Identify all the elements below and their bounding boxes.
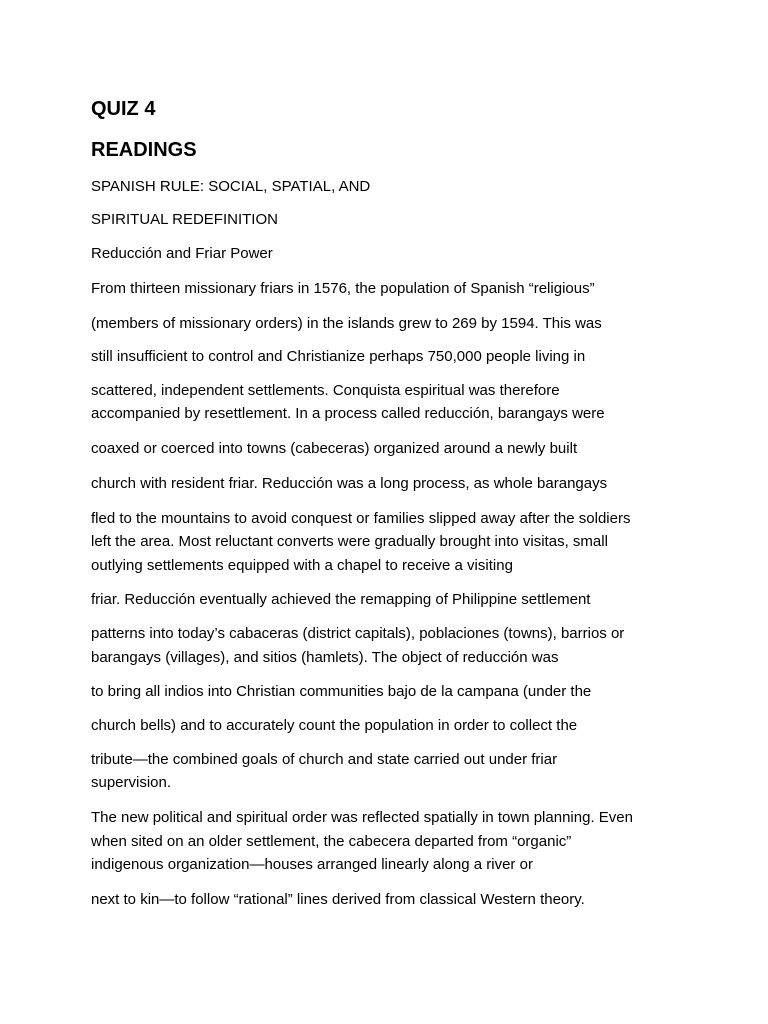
quiz-title: QUIZ 4 xyxy=(91,98,156,120)
body-line: fled to the mountains to avoid conquest or families slipped away after the soldiers xyxy=(91,510,631,527)
body-line: supervision. xyxy=(91,774,172,791)
body-line: next to kin—to follow “rational” lines derived from classical Western theory. xyxy=(91,891,585,908)
section-title: READINGS xyxy=(91,139,197,161)
body-line: church bells) and to accurately count the population in order to collect the xyxy=(91,717,578,734)
body-line: tribute—the combined goals of church and state carried out under friar xyxy=(91,751,558,768)
body-line: indigenous organization—houses arranged linearly along a river or xyxy=(91,856,533,873)
subtitle-line-1: SPANISH RULE: SOCIAL, SPATIAL, AND xyxy=(91,178,371,195)
body-line: to bring all indios into Christian communities bajo de la campana (under the xyxy=(91,683,592,700)
body-line: patterns into today’s cabaceras (district capitals), poblaciones (towns), barrios or xyxy=(91,625,625,642)
body-line: scattered, independent settlements. Conquista espiritual was therefore xyxy=(91,382,560,399)
subtitle-line-2: SPIRITUAL REDEFINITION xyxy=(91,211,278,228)
body-line: outlying settlements equipped with a chapel to receive a visiting xyxy=(91,557,513,574)
body-line: (members of missionary orders) in the islands grew to 269 by 1594. This was xyxy=(91,315,602,332)
body-line: accompanied by resettlement. In a process called reducción, barangays were xyxy=(91,405,605,422)
body-line: The new political and spiritual order was reflected spatially in town planning. Even xyxy=(91,809,633,826)
body-line: From thirteen missionary friars in 1576, the population of Spanish “religious” xyxy=(91,280,595,297)
body-line: left the area. Most reluctant converts were gradually brought into visitas, small xyxy=(91,533,608,550)
body-line: coaxed or coerced into towns (cabeceras) organized around a newly built xyxy=(91,440,578,457)
section-heading: Reducción and Friar Power xyxy=(91,245,273,262)
body-line: church with resident friar. Reducción was a long process, as whole barangays xyxy=(91,475,608,492)
body-line: when sited on an older settlement, the cabecera departed from “organic” xyxy=(91,833,572,850)
body-line: barangays (villages), and sitios (hamlets). The object of reducción was xyxy=(91,649,559,666)
body-line: still insufficient to control and Christianize perhaps 750,000 people living in xyxy=(91,348,586,365)
body-line: friar. Reducción eventually achieved the remapping of Philippine settlement xyxy=(91,591,591,608)
